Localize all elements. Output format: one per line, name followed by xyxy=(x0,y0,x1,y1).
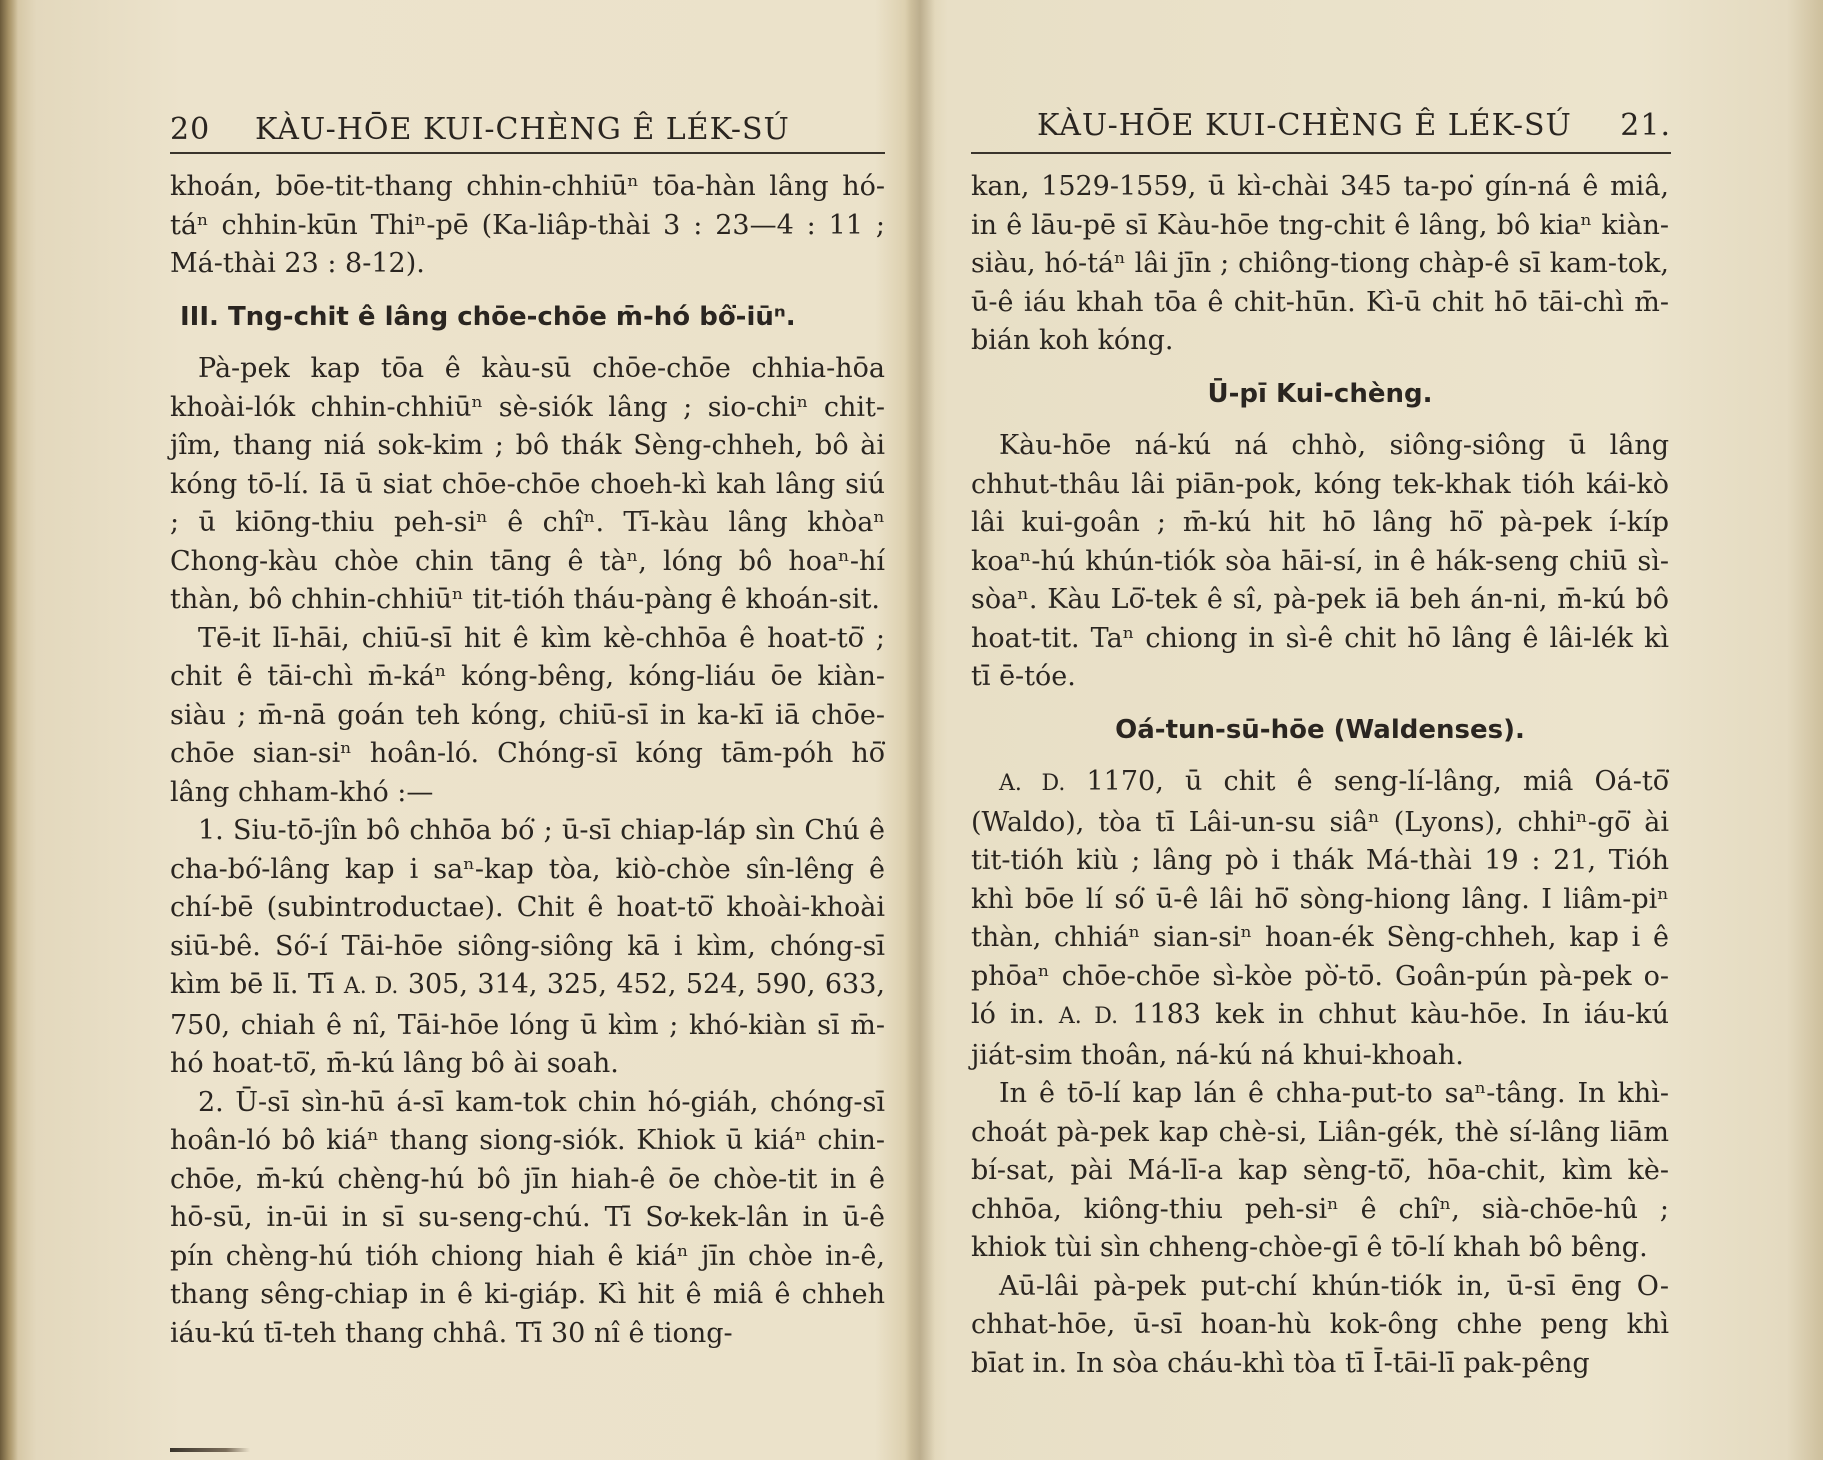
left-paragraph-4-text: 1. Siu-tō-jîn bô chhōa bó͘ ; ū-sī chiap-láp sìn Chú ê cha-bó͘-lâng kap i saⁿ-kap tòa, kiò-chòe sîn-lêng ê chí-bē (subintroductae). Chit ê hoat-tō͘ khoài-khoài siū-bê. Só͘-í Tāi-hōe siông-siông kā i kìm, chóng-sī kìm bē lī. Tī xyxy=(170,815,885,1000)
left-paragraph-4-cont: 452, 524, 590, 633, 750, chiah ê nî, Tāi-hōe lóng ū kìm ; khó-kiàn sī m̄-hó hoat-tō͘, m̄-kú lâng bô ài soah. xyxy=(170,969,885,1079)
right-header-rule xyxy=(971,152,1671,154)
book-gutter xyxy=(905,0,935,1460)
right-page-body xyxy=(971,168,1669,1383)
left-header-rule xyxy=(170,152,885,154)
right-paragraph-4: In ê tō-lí kap lán ê chha-put-to saⁿ-tâng. In khì-choát pà-pek kap chè-si, Liân-gék, thè sí-lâng liām bí-sat, pài Má-lī-a kap sèng-tō͘, hōa-chit, kìm kè-chhōa, kiông-thiu peh-siⁿ ê chîⁿ, sià-chōe-hû ; khiok tùi sìn chheng-chòe-gī ê tō-lí khah bô bêng. xyxy=(971,1078,1669,1263)
right-page xyxy=(965,0,1675,1460)
right-running-head xyxy=(965,108,1675,148)
left-paragraph-4 xyxy=(170,812,885,1084)
right-paragraph-2: Kàu-hōe ná-kú ná chhò, siông-siông ū lâng chhut-thâu lâi piān-pok, kóng tek-khak tióh kái-kò lâi kui-goân ; m̄-kú hit hō lâng hō͘ pà-pek í-kíp koaⁿ-hú khún-tiók sòa hāi-sí, in ê hák-seng chiū sì-sòaⁿ. Kàu Lō͘-tek ê sî, pà-pek iā beh án-ni, m̄-kú bô hoat-tit. Taⁿ chiong in sì-ê chit hō lâng ê lâi-lék kì tī ē-tóe. xyxy=(971,430,1669,692)
left-page-body xyxy=(170,168,885,1353)
left-paragraph-2: Pà-pek kap tōa ê kàu-sū chōe-chōe chhia-hōa khoài-lók chhin-chhiūⁿ sè-siók lâng ; sio-chiⁿ chit-jîm, thang niá sok-kim ; bô thák Sèng-chheh, bô ài kóng tō-lí. Iā ū siat chōe-chōe choeh-kì kah lâng siú ; ū kiōng-thiu peh-siⁿ ê chîⁿ. Tī-kàu lâng khòaⁿ Chong-kàu chòe chin tāng ê tàⁿ, lóng bô hoaⁿ-hí thàn, bô chhin-chhiūⁿ tit-tióh tháu-pàng ê khoán-sit. xyxy=(170,353,885,615)
left-running-title: KÀU-HŌE KUI-CHÈNG Ê LÉK-SÚ xyxy=(255,112,790,147)
ad-label: A. D. xyxy=(343,974,399,999)
right-heading-1: Ū-pī Kui-chèng. xyxy=(1207,378,1433,409)
left-section-heading: III. Tng-chit ê lâng chōe-chōe m̄-hó bô͘-iūⁿ. xyxy=(180,301,796,332)
right-paragraph-3-text: 1170, ū chit ê seng-lí-lâng, miâ Oá-tō͘ (Waldo), tòa tī Lâi-un-su siâⁿ (Lyons), chhiⁿ-gō͘ ài tit-tióh kiù ; lâng pò i thák Má-thài 19 : 21, Tióh khì bōe lí só͘ ū-ê lâi hō͘ sòng-hiong lâng. I liâm-piⁿ thàn, chhiáⁿ sian-siⁿ hoan-ék Sèng-chheh, kap i ê phōaⁿ chōe-chōe sì-kòe pò͘-tō. Goân-pún pà-pek o-ló in. xyxy=(971,766,1669,1030)
ad-label-2: A. D. xyxy=(1058,1004,1119,1029)
left-paragraph-3: Tē-it lī-hāi, chiū-sī hit ê kìm kè-chhōa ê hoat-tō͘ ; chit ê tāi-chì m̄-káⁿ kóng-bêng, kóng-liáu ōe kiàn-siàu ; m̄-nā goán teh kóng, chiū-sī in ka-kī iā chōe-chōe sian-siⁿ hoân-ló. Chóng-sī kóng tām-póh hō͘ lâng chham-khó :— xyxy=(170,622,885,808)
left-page xyxy=(150,0,885,1460)
right-heading-2: Oá-tun-sū-hōe (Waldenses). xyxy=(1115,714,1525,745)
right-paragraph-1: kan, 1529-1559, ū kì-chài 345 ta-po͘ gín-ná ê miâ, in ê lāu-pē sī Kàu-hōe tng-chit ê lâng, bô kiaⁿ kiàn-siàu, hó-táⁿ lâi jīn ; chiông-tiong chàp-ê sī kam-tok, ū-ê iáu khah tōa ê chit-hūn. Kì-ū chit hō tāi-chì m̄-bián koh kóng. xyxy=(971,171,1669,356)
right-paragraph-3 xyxy=(971,763,1669,1075)
right-running-title: KÀU-HŌE KUI-CHÈNG Ê LÉK-SÚ xyxy=(1037,108,1572,143)
right-page-number: 21. xyxy=(1620,108,1671,143)
years-list: 305, 314, 325, xyxy=(407,969,607,1000)
right-paragraph-3-end: 1183 kek in chhut kàu-hōe. In iáu-kú jiát-sim thoân, ná-kú ná khui-khoah. xyxy=(971,999,1669,1071)
right-paragraph-5: Aū-lâi pà-pek put-chí khún-tiók in, ū-sī ēng O-chhat-hōe, ū-sī hoan-hù kok-ông chhe peng khì bīat in. In sòa cháu-khì tòa tī Ī-tāi-lī pak-pêng xyxy=(971,1270,1669,1379)
left-paragraph-5: 2. Ū-sī sìn-hū á-sī kam-tok chin hó-giáh, chóng-sī hoân-ló bô kiáⁿ thang siong-siók. Khiok ū kiáⁿ chin-chōe, m̄-kú chèng-hú bô jīn hiah-ê ōe chòe-tit in ê hō-sū, in-ūi in sī su-seng-chú. Tī Sơ-kek-lân in ū-ê pín chèng-hú tióh chiong hiah ê kiáⁿ jīn chòe in-ê, thang sêng-chiap in ê ki-giáp. Kì hit ê miâ ê chheh iáu-kú tī-teh thang chhâ. Tī 30 nî ê tiong- xyxy=(170,1086,885,1349)
left-paragraph-1: khoán, bōe-tit-thang chhin-chhiūⁿ tōa-hàn lâng hó-táⁿ chhin-kūn Thiⁿ-pē (Ka-liâp-thài 3 : 23—4 : 11 ; Má-thài 23 : 8-12). xyxy=(170,171,885,279)
left-page-number: 20 xyxy=(170,112,211,147)
ad-label-1: A. D. xyxy=(999,771,1066,796)
book-edge xyxy=(0,0,18,1460)
printer-mark xyxy=(170,1448,250,1452)
left-running-head xyxy=(150,108,885,148)
